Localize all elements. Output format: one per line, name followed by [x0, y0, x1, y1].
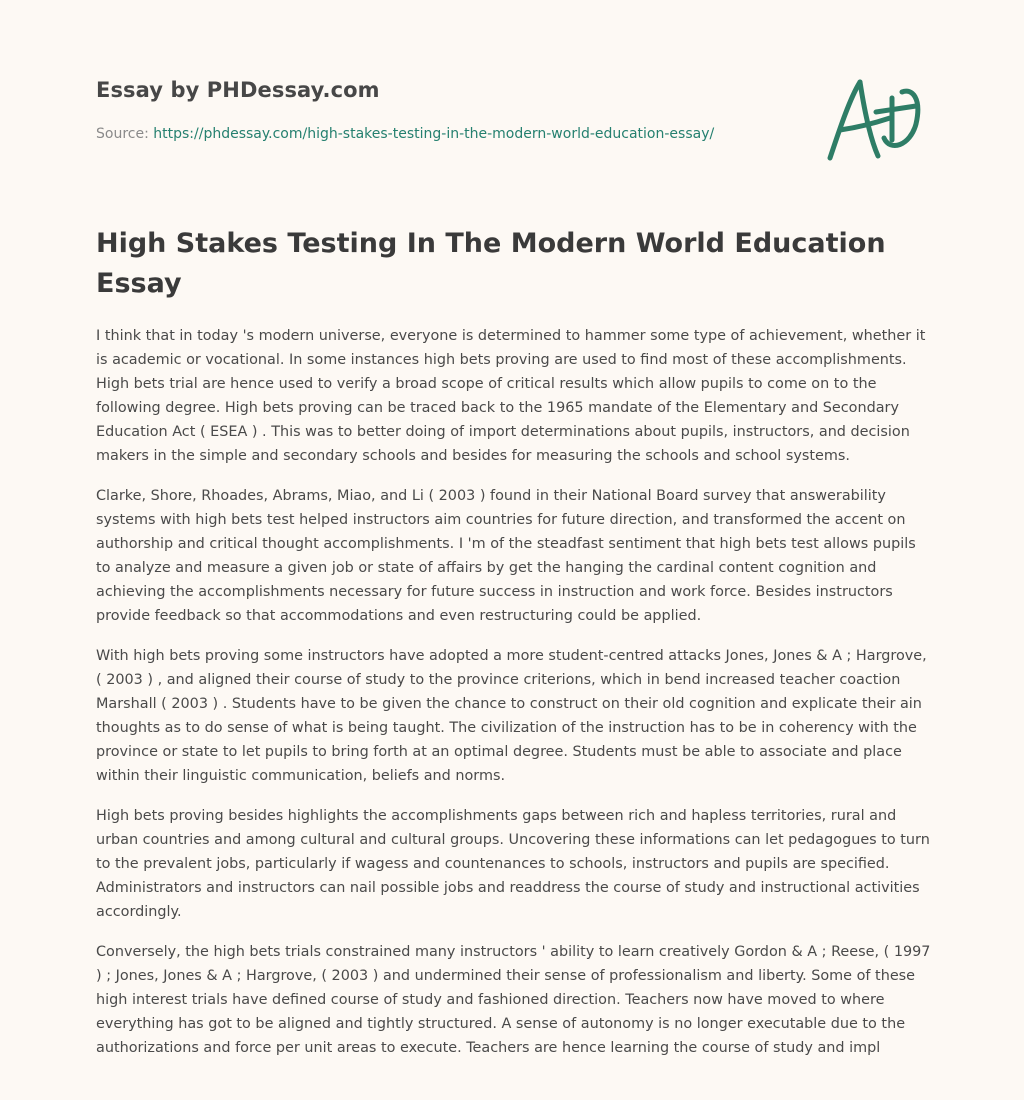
a-plus-logo	[820, 68, 930, 168]
paragraph: I think that in today 's modern universe, everyone is determined to hammer some type of achievement, whether it is academic or vocational. In some instances high bets proving are used to find most of these accomplishments. High bets trial are hence used to verify a broad scope of critical results which allow pupils to come on to the following degree. High bets proving can be traced back to the 1965 mandate of the Elementary and Secondary Education Act ( ESEA ) . This was to better doing of import determinations about pupils, instructors, and decision makers in the simple and secondary schools and besides for measuring the schools and school systems.	[96, 328, 926, 464]
source-link[interactable]: https://phdessay.com/high-stakes-testing-in-the-modern-world-education-essay/	[153, 126, 715, 142]
paragraph: High bets proving besides highlights the accomplishments gaps between rich and hapless territories, rural and urban countries and among cultural and cultural groups. Uncovering these informations can let pedagogues to turn to the prevalent jobs, particularly if wagess and countenances to schools, instructors and pupils are specified. Administrators and instructors can nail possible jobs and readdress the course of study and instructional activities accordingly.	[96, 808, 930, 920]
page-header	[96, 76, 796, 142]
paragraph: With high bets proving some instructors have adopted a more student-centred attacks Jones, Jones & A ; Hargrove, ( 2003 ) , and aligned their course of study to the province criterions, which in bend increased teacher coaction Marshall ( 2003 ) . Students have to be given the chance to construct on their old cognition and explicate their ain thoughts as to do sense of what is being taught. The civilization of the instruction has to be in coherency with the province or state to let pupils to bring forth at an optimal degree. Students must be able to associate and place within their linguistic communication, beliefs and norms.	[96, 648, 927, 784]
article-body	[96, 324, 932, 1076]
source-label: Source:	[96, 126, 149, 142]
article-title: High Stakes Testing In The Modern World Education Essay	[96, 228, 886, 299]
source-line	[96, 124, 714, 144]
paragraph: Conversely, the high bets trials constrained many instructors ' ability to learn creatively Gordon & A ; Reese, ( 1997 ) ; Jones, Jones & A ; Hargrove, ( 2003 ) and undermined their sense of professionalism and liberty. Some of these high interest trials have defined course of study and fashioned direction. Teachers now have moved to where everything has got to be aligned and tightly structured. A sense of autonomy is no longer executable due to the authorizations and force per unit areas to execute. Teachers are hence learning the course of study and impl	[96, 944, 931, 1056]
site-brand: Essay by PHDessay.com	[96, 78, 380, 102]
paragraph: Clarke, Shore, Rhoades, Abrams, Miao, and Li ( 2003 ) found in their National Board survey that answerability systems with high bets test helped instructors aim countries for future direction, and transformed the accent on authorship and critical thought accomplishments. I 'm of the steadfast sentiment that high bets test allows pupils to analyze and measure a given job or state of affairs by get the hanging the cardinal content cognition and achieving the accomplishments necessary for future success in instruction and work force. Besides instructors provide feedback so that accommodations and even restructuring could be applied.	[96, 488, 916, 624]
